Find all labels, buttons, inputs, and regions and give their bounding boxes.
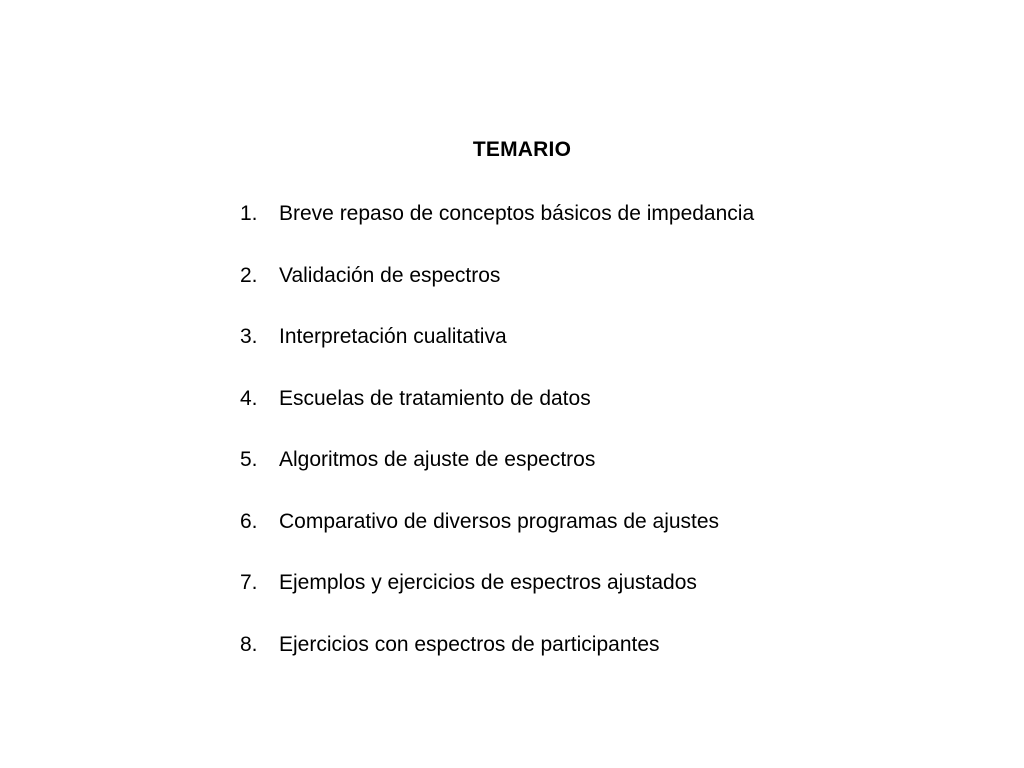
list-item bbox=[240, 445, 754, 507]
list-item bbox=[240, 261, 754, 323]
list-item bbox=[240, 322, 754, 384]
list-item-number: 6. bbox=[240, 509, 258, 533]
list-item-number: 7. bbox=[240, 571, 258, 594]
list-item-number: 4. bbox=[240, 386, 258, 410]
list-item-text: Algoritmos de ajuste de espectros bbox=[279, 448, 596, 471]
list-item-text: Ejercicios con espectros de participantes bbox=[279, 632, 660, 656]
topic-list bbox=[240, 199, 754, 691]
list-item bbox=[240, 568, 754, 630]
list-item-text: Validación de espectros bbox=[279, 263, 501, 287]
list-item bbox=[240, 507, 754, 569]
list-item-number: 8. bbox=[240, 632, 258, 656]
list-item-number: 2. bbox=[240, 263, 258, 287]
list-item-number: 5. bbox=[240, 448, 258, 471]
list-item-number: 1. bbox=[240, 202, 258, 225]
list-item-text: Interpretación cualitativa bbox=[279, 325, 507, 348]
list-item-text: Comparativo de diversos programas de ajustes bbox=[279, 509, 720, 533]
list-item bbox=[240, 384, 754, 446]
list-item bbox=[240, 199, 754, 261]
list-item-text: Breve repaso de conceptos básicos de impedancia bbox=[279, 202, 755, 225]
list-item-number: 3. bbox=[240, 325, 258, 348]
list-item-text: Ejemplos y ejercicios de espectros ajustados bbox=[279, 571, 697, 594]
list-item bbox=[240, 630, 754, 692]
list-item-text: Escuelas de tratamiento de datos bbox=[279, 386, 591, 410]
slide-title: TEMARIO bbox=[472, 138, 572, 161]
